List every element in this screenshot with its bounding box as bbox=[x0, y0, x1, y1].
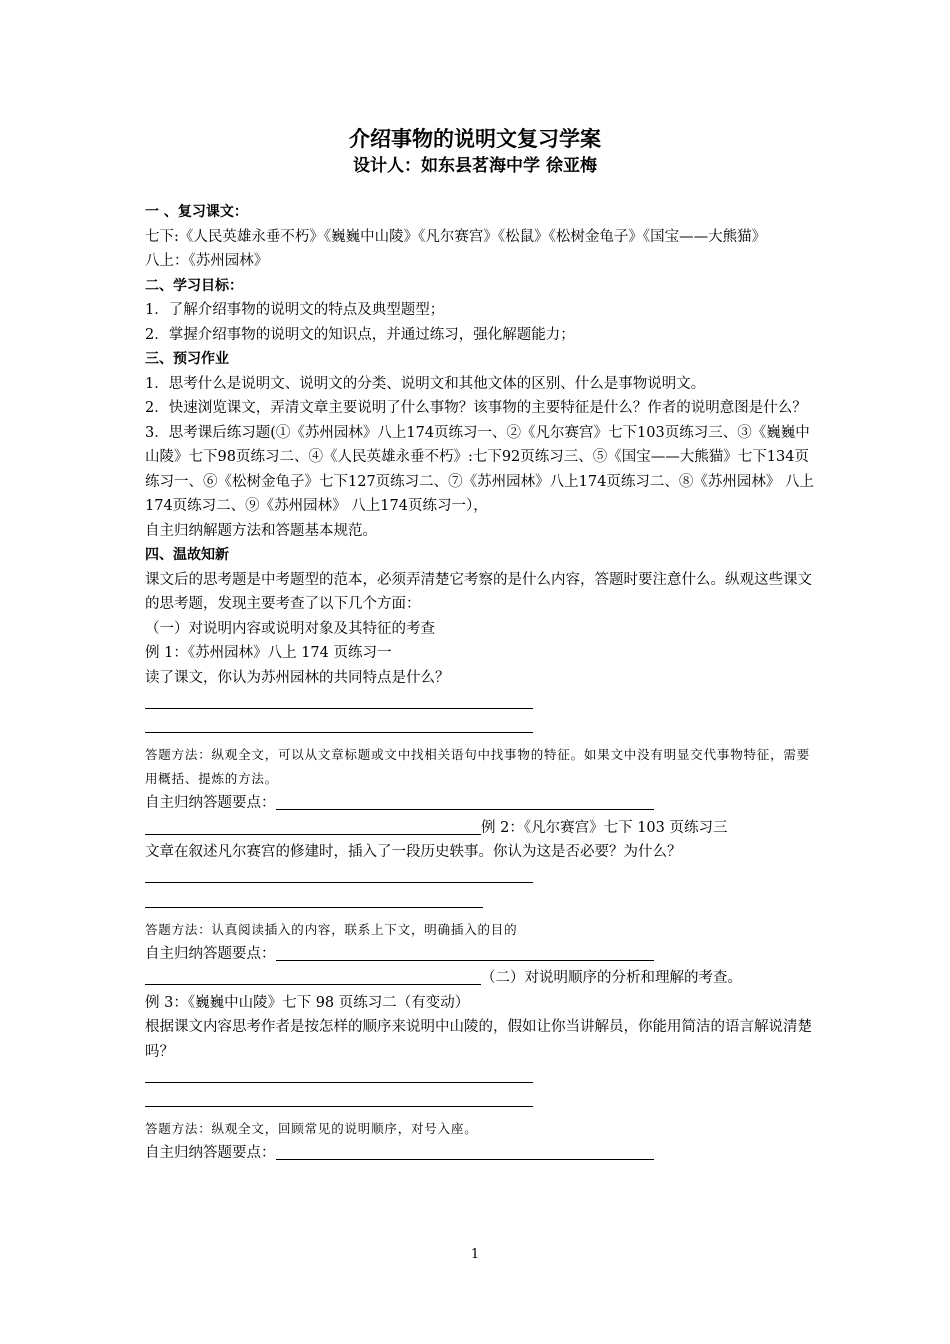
paragraph: 七下:《人民英雄永垂不朽》《巍巍中山陵》《凡尔赛宫》《松鼠》《松树金龟子》《国宝——大熊猫》 bbox=[145, 228, 767, 245]
answer-line[interactable] bbox=[145, 889, 815, 914]
summary-row bbox=[145, 1141, 815, 1166]
section-heading: 二、学习目标： bbox=[145, 277, 243, 294]
list-item: 2．掌握介绍事物的说明文的知识点，并通过练习，强化解题能力； bbox=[145, 326, 575, 343]
section-heading: 一 、复习课文： bbox=[145, 204, 248, 220]
example-title: 例 1：《苏州园林》八上 174 页练习一 bbox=[145, 645, 392, 661]
paragraph: 八上：《苏州园林》 bbox=[145, 253, 269, 269]
summary-label: 自主归纳答题要点： bbox=[145, 1145, 276, 1161]
method-note: 答题方法：认真阅读插入的内容，联系上下文，明确插入的目的 bbox=[145, 921, 518, 937]
list-item: 2．快速浏览课文，弄清文章主要说明了什么事物？该事物的主要特征是什么？作者的说明意图是什么？ bbox=[145, 400, 807, 416]
answer-line[interactable] bbox=[276, 792, 654, 810]
summary-label: 自主归纳答题要点： bbox=[145, 795, 276, 811]
subsection-heading: （二）对说明顺序的分析和理解的考查。 bbox=[481, 970, 742, 986]
page-title: 介绍事物的说明文复习学案 bbox=[349, 127, 601, 151]
question: 文章在叙述凡尔赛宫的修建时，插入了一段历史轶事。你认为这是否必要？为什么？ bbox=[145, 844, 682, 860]
page-subtitle: 设计人：如东县茗海中学 徐亚梅 bbox=[353, 156, 597, 176]
answer-line[interactable] bbox=[145, 1064, 815, 1089]
paragraph: 课文后的思考题是中考题型的范本，必须弄清楚它考察的是什么内容，答题时要注意什么。纵观这些课文的思考题，发现主要考查了以下几个方面： bbox=[145, 571, 812, 612]
document-body bbox=[145, 200, 815, 1166]
method-note: 答题方法：纵观全文，可以从文章标题或文中找相关语句中找事物的特征。如果文中没有明显交代事物特征，需要用概括、提炼的方法。 bbox=[145, 747, 811, 786]
question: 读了课文，你认为苏州园林的共同特点是什么？ bbox=[145, 669, 450, 686]
summary-row bbox=[145, 791, 815, 816]
section-heading: 三、预习作业 bbox=[145, 351, 229, 367]
answer-line[interactable] bbox=[145, 817, 481, 835]
example-title: 例 3：《巍巍中山陵》七下 98 页练习二（有变动） bbox=[145, 994, 470, 1011]
example-title: 例 2：《凡尔赛宫》七下 103 页练习三 bbox=[481, 819, 728, 836]
summary-label: 自主归纳答题要点： bbox=[145, 945, 276, 962]
answer-line[interactable] bbox=[276, 1142, 654, 1160]
answer-line[interactable] bbox=[145, 715, 815, 740]
subsection-heading: （一）对说明内容或说明对象及其特征的考查 bbox=[145, 620, 435, 637]
answer-line[interactable] bbox=[145, 690, 815, 715]
section-heading: 四、温故知新 bbox=[145, 547, 229, 563]
paragraph: 自主归纳解题方法和答题基本规范。 bbox=[145, 522, 377, 539]
summary-row bbox=[145, 942, 815, 967]
answer-line[interactable] bbox=[145, 1089, 815, 1114]
summary-continuation bbox=[145, 816, 815, 841]
page-number: 1 bbox=[470, 1247, 480, 1262]
method-note: 答题方法：纵观全文，回顾常见的说明顺序，对号入座。 bbox=[145, 1121, 478, 1136]
question: 根据课文内容思考作者是按怎样的顺序来说明中山陵的，假如让你当讲解员，你能用简洁的语言解说清楚吗？ bbox=[145, 1019, 812, 1060]
summary-continuation bbox=[145, 966, 815, 991]
list-item: 3．思考课后练习题(①《苏州园林》八上174页练习一、②《凡尔赛宫》七下103页练习三、③《巍巍中山陵》七下98页练习二、④《人民英雄永垂不朽》:七下92页练习三、⑤《国宝——大熊猫》七下134页练习一、⑥《松树金龟子》七下127页练习二、⑦《苏州园林》八上174页练习二、⑧《苏州园林》 八上174页练习二、⑨《苏州园林》 八上174页练习一）， bbox=[145, 424, 814, 514]
answer-line[interactable] bbox=[276, 943, 654, 961]
answer-line[interactable] bbox=[145, 967, 481, 985]
list-item: 1．了解介绍事物的说明文的特点及典型题型； bbox=[145, 302, 445, 318]
answer-line[interactable] bbox=[145, 865, 815, 890]
list-item: 1．思考什么是说明文、说明文的分类、说明文和其他文体的区别、什么是事物说明文。 bbox=[145, 375, 706, 392]
